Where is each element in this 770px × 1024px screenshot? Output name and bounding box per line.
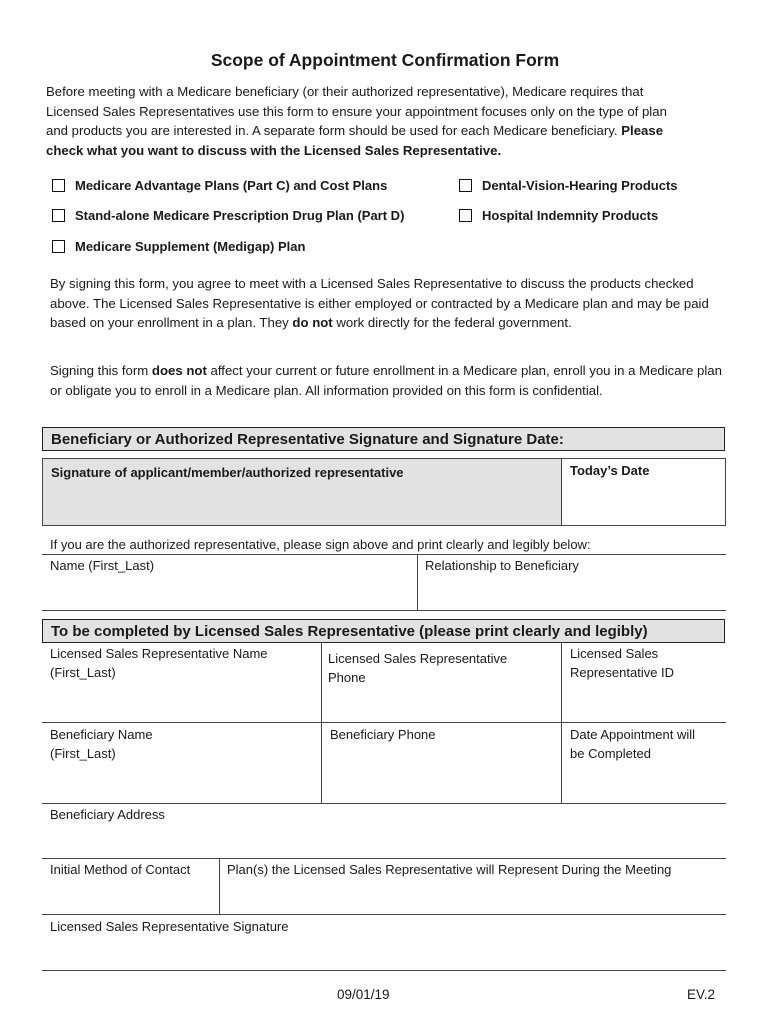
checkbox[interactable] xyxy=(52,240,65,253)
rep-phone-label-line1: Licensed Sales Representative xyxy=(328,651,508,666)
option-label: Dental-Vision-Hearing Products xyxy=(482,178,678,193)
option-part-d[interactable] xyxy=(52,208,404,223)
divider xyxy=(42,610,726,611)
agreement-paragraph xyxy=(50,274,726,333)
rep-phone-label-line2: Phone xyxy=(328,670,366,685)
divider xyxy=(42,970,726,971)
rep-id-field[interactable] xyxy=(562,644,726,722)
checkbox[interactable] xyxy=(52,209,65,222)
beneficiary-signature-field[interactable] xyxy=(42,458,562,526)
todays-date-label: Today’s Date xyxy=(570,463,650,478)
confidential-text: Signing this form xyxy=(50,363,149,378)
appointment-date-label-line1: Date Appointment will xyxy=(570,727,696,742)
name-label: Name (First_Last) xyxy=(50,558,155,573)
plans-represented-label: Plan(s) the Licensed Sales Representative will Represent During the Meeting xyxy=(227,862,672,877)
option-dental-vision-hearing[interactable] xyxy=(459,178,678,193)
option-label: Stand-alone Medicare Prescription Drug Plan (Part D) xyxy=(75,208,405,223)
divider xyxy=(42,858,726,859)
option-medigap[interactable] xyxy=(52,239,305,254)
beneficiary-name-field[interactable] xyxy=(42,724,321,803)
footer-version: EV.2 xyxy=(687,987,716,1002)
beneficiary-phone-field[interactable] xyxy=(322,724,561,803)
agreement-text-end: work directly for the federal government. xyxy=(336,315,572,330)
beneficiary-name-label-line1: Beneficiary Name xyxy=(50,727,153,742)
confidential-text-end: affect your current or future enrollment in a Medicare plan, enroll you in a Medicare plan or obligate you to enroll in a Medicare plan. All information provided on this form is confidential. xyxy=(50,363,722,398)
appointment-date-field[interactable] xyxy=(562,724,726,803)
intro-paragraph xyxy=(46,82,686,160)
confidential-paragraph xyxy=(50,361,726,400)
beneficiary-name-label-line2: (First_Last) xyxy=(50,746,116,761)
rep-id-label-line1: Licensed Sales xyxy=(570,646,659,661)
appointment-date-label-line2: be Completed xyxy=(570,746,651,761)
rep-section-header: To be completed by Licensed Sales Representative (please print clearly and legibly) xyxy=(42,619,725,643)
relationship-label: Relationship to Beneficiary xyxy=(425,558,579,573)
option-label: Medicare Supplement (Medigap) Plan xyxy=(75,239,306,254)
divider xyxy=(42,722,726,723)
agreement-emphasis: do not xyxy=(292,315,333,330)
contact-method-label: Initial Method of Contact xyxy=(50,862,191,877)
beneficiary-address-label: Beneficiary Address xyxy=(50,807,165,822)
checkbox[interactable] xyxy=(459,209,472,222)
contact-method-field[interactable] xyxy=(42,860,219,914)
divider xyxy=(42,803,726,804)
rep-signature-label: Licensed Sales Representative Signature xyxy=(50,919,289,934)
auth-rep-note: If you are the authorized representative, please sign above and print clearly and legibly below: xyxy=(50,537,591,552)
rep-name-label-line1: Licensed Sales Representative Name xyxy=(50,646,268,661)
relationship-field[interactable] xyxy=(418,556,726,610)
plans-represented-field[interactable] xyxy=(220,860,726,914)
todays-date-field[interactable] xyxy=(562,458,726,526)
rep-id-label-line2: Representative ID xyxy=(570,665,675,680)
beneficiary-address-field[interactable] xyxy=(42,805,726,858)
agreement-text: By signing this form, you agree to meet with a Licensed Sales Representative to discuss the products checked above. The Licensed Sales Representative is either employed or contracted by a Medicare plan and may be paid based on your enrollment in a plan. They xyxy=(50,276,709,330)
rep-name-field[interactable] xyxy=(42,644,321,722)
option-label: Hospital Indemnity Products xyxy=(482,208,659,223)
option-hospital-indemnity[interactable] xyxy=(459,208,658,223)
footer-date: 09/01/19 xyxy=(337,987,390,1002)
signature-label: Signature of applicant/member/authorized representative xyxy=(51,465,404,480)
rep-phone-field[interactable] xyxy=(322,644,561,722)
intro-instruction: Please check what you want to discuss with the Licensed Sales Representative. xyxy=(46,123,664,158)
confidential-emphasis: does not xyxy=(151,363,207,378)
rep-signature-field[interactable] xyxy=(42,916,726,970)
form-title: Scope of Appointment Confirmation Form xyxy=(210,50,560,70)
rep-name-label-line2: (First_Last) xyxy=(50,665,116,680)
auth-rep-name-field[interactable] xyxy=(42,556,417,610)
intro-text: Before meeting with a Medicare beneficiary (or their authorized representative), Medicare requires that Licensed Sales Representatives use this form to ensure your appointment focuses only on the type of plan and products you are interested in. A separate form should be used for each Medicare beneficiary. xyxy=(46,84,667,138)
option-label: Medicare Advantage Plans (Part C) and Cost Plans xyxy=(75,178,388,193)
beneficiary-section-header: Beneficiary or Authorized Representative Signature and Signature Date: xyxy=(42,427,725,451)
beneficiary-phone-label: Beneficiary Phone xyxy=(330,727,436,742)
divider xyxy=(42,914,726,915)
checkbox[interactable] xyxy=(459,179,472,192)
divider xyxy=(42,554,726,555)
option-medicare-advantage[interactable] xyxy=(52,178,387,193)
checkbox[interactable] xyxy=(52,179,65,192)
